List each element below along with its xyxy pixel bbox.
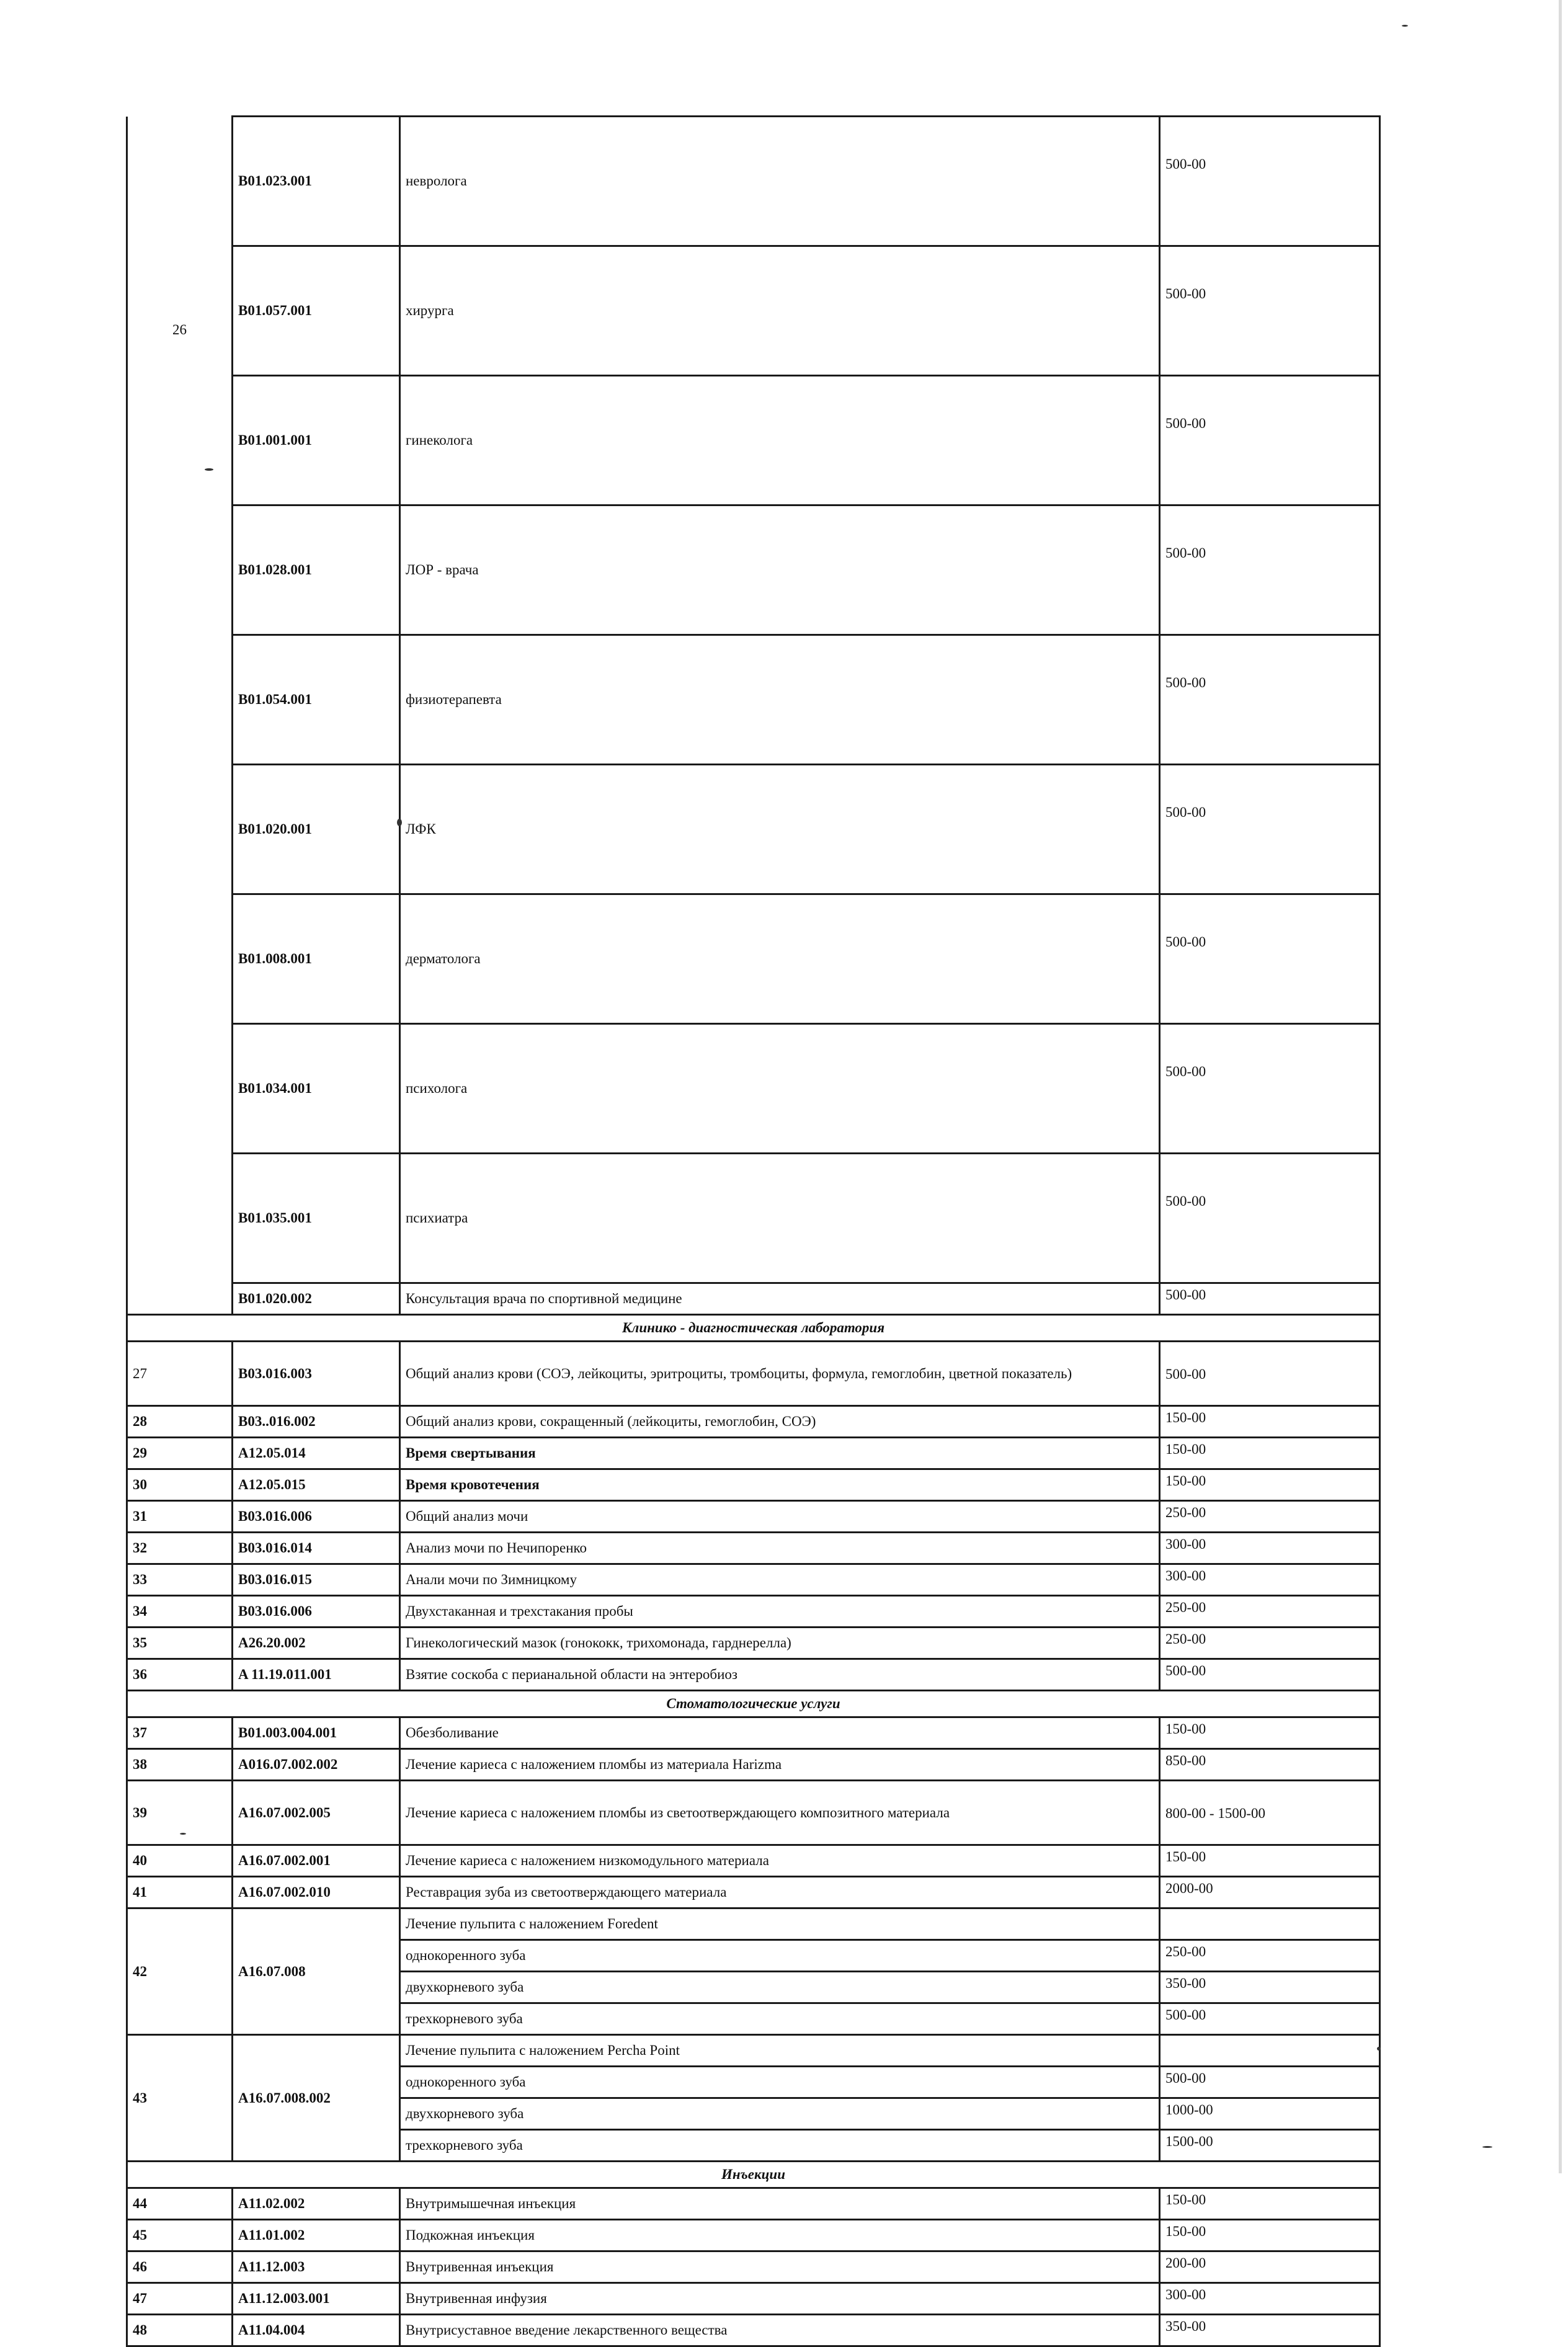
service-price: 2000-00 xyxy=(1160,1877,1380,1908)
service-code: A11.12.003 xyxy=(233,2251,400,2283)
service-subitem: двухкорневого зуба xyxy=(400,2098,1160,2130)
service-code: B01.034.001 xyxy=(233,1024,400,1154)
service-price: 250-00 xyxy=(1160,1628,1380,1659)
service-price: 500-00 xyxy=(1160,1659,1380,1691)
service-name: Лечение пульпита с наложением Foredent xyxy=(400,1908,1160,1940)
scan-speck xyxy=(205,468,213,471)
service-name: Общий анализ крови, сокращенный (лейкоциты, гемоглобин, СОЭ) xyxy=(400,1406,1160,1438)
row-number: 47 xyxy=(127,2283,233,2315)
row-number-26: 26 xyxy=(127,117,233,1315)
service-name: Двухстаканная и трехстакания пробы xyxy=(400,1596,1160,1628)
scan-speck xyxy=(397,819,402,826)
service-price-empty xyxy=(1160,2035,1380,2067)
service-subitem: двухкорневого зуба xyxy=(400,1972,1160,2003)
price-list-table xyxy=(126,115,1381,2347)
service-name: Консультация врача по спортивной медицине xyxy=(400,1283,1160,1315)
table-row xyxy=(127,1154,1380,1283)
service-price: 150-00 xyxy=(1160,2188,1380,2220)
service-code: B01.023.001 xyxy=(233,117,400,246)
service-price: 500-00 xyxy=(1160,2067,1380,2098)
row-number: 34 xyxy=(127,1596,233,1628)
table-row xyxy=(127,1628,1380,1659)
service-code: B03.016.006 xyxy=(233,1596,400,1628)
service-price: 200-00 xyxy=(1160,2251,1380,2283)
row-number: 30 xyxy=(127,1469,233,1501)
service-name: Общий анализ мочи xyxy=(400,1501,1160,1533)
service-price: 150-00 xyxy=(1160,1406,1380,1438)
price-list-body xyxy=(127,117,1380,2346)
row-number: 41 xyxy=(127,1877,233,1908)
table-row xyxy=(127,1469,1380,1501)
service-code: B03.016.006 xyxy=(233,1501,400,1533)
service-code: A 11.19.011.001 xyxy=(233,1659,400,1691)
service-code: A16.07.008 xyxy=(233,1908,400,2035)
service-price: 150-00 xyxy=(1160,2220,1380,2251)
service-name: Обезболивание xyxy=(400,1717,1160,1749)
table-row xyxy=(127,1342,1380,1406)
row-number: 42 xyxy=(127,1908,233,2035)
service-price: 250-00 xyxy=(1160,1596,1380,1628)
scan-speck xyxy=(180,1833,186,1835)
table-row xyxy=(127,1283,1380,1315)
service-price: 250-00 xyxy=(1160,1501,1380,1533)
service-price: 500-00 xyxy=(1160,1154,1380,1283)
row-number: 43 xyxy=(127,2035,233,2162)
section-title-injections: Инъекции xyxy=(127,2162,1380,2188)
service-name: психиатра xyxy=(400,1154,1160,1283)
service-code: B01.057.001 xyxy=(233,246,400,376)
table-row xyxy=(127,2035,1380,2067)
service-code: A12.05.014 xyxy=(233,1438,400,1469)
service-price: 500-00 xyxy=(1160,635,1380,765)
table-row xyxy=(127,2315,1380,2346)
service-subitem: однокоренного зуба xyxy=(400,1940,1160,1972)
section-row xyxy=(127,1315,1380,1342)
service-name: Анали мочи по Зимницкому xyxy=(400,1564,1160,1596)
table-row xyxy=(127,2188,1380,2220)
service-price: 850-00 xyxy=(1160,1749,1380,1781)
service-name: Время кровотечения xyxy=(400,1469,1160,1501)
service-price: 150-00 xyxy=(1160,1438,1380,1469)
row-number: 44 xyxy=(127,2188,233,2220)
service-price: 250-00 xyxy=(1160,1940,1380,1972)
table-row xyxy=(127,1908,1380,1940)
service-name: дерматолога xyxy=(400,894,1160,1024)
table-row xyxy=(127,635,1380,765)
service-name: Общий анализ крови (СОЭ, лейкоциты, эритроциты, тромбоциты, формула, гемоглобин, цветной показатель) xyxy=(400,1342,1160,1406)
row-number: 35 xyxy=(127,1628,233,1659)
service-name: гинеколога xyxy=(400,376,1160,505)
service-code: A12.05.015 xyxy=(233,1469,400,1501)
service-code: B03.016.003 xyxy=(233,1342,400,1406)
service-price: 1000-00 xyxy=(1160,2098,1380,2130)
service-price-empty xyxy=(1160,1908,1380,1940)
service-code: B01.054.001 xyxy=(233,635,400,765)
service-code: B01.035.001 xyxy=(233,1154,400,1283)
service-name: ЛФК xyxy=(400,765,1160,894)
service-name: Реставрация зуба из светоотверждающего материала xyxy=(400,1877,1160,1908)
service-price: 150-00 xyxy=(1160,1469,1380,1501)
service-code: A11.02.002 xyxy=(233,2188,400,2220)
service-subitem: трехкорневого зуба xyxy=(400,2003,1160,2035)
table-row xyxy=(127,1406,1380,1438)
row-number: 38 xyxy=(127,1749,233,1781)
service-price: 300-00 xyxy=(1160,2283,1380,2315)
service-name: Подкожная инъекция xyxy=(400,2220,1160,2251)
table-row xyxy=(127,1533,1380,1564)
service-code: A16.07.002.001 xyxy=(233,1845,400,1877)
table-row xyxy=(127,1438,1380,1469)
row-number: 28 xyxy=(127,1406,233,1438)
service-price: 500-00 xyxy=(1160,505,1380,635)
section-title-dental: Стоматологические услуги xyxy=(127,1691,1380,1717)
service-price: 500-00 xyxy=(1160,1283,1380,1315)
service-name: хирурга xyxy=(400,246,1160,376)
service-code: A016.07.002.002 xyxy=(233,1749,400,1781)
row-number: 33 xyxy=(127,1564,233,1596)
service-name: невролога xyxy=(400,117,1160,246)
row-number: 31 xyxy=(127,1501,233,1533)
section-title-lab: Клинико - диагностическая лаборатория xyxy=(127,1315,1380,1342)
service-code: B01.020.002 xyxy=(233,1283,400,1315)
service-price: 1500-00 xyxy=(1160,2130,1380,2162)
service-price: 500-00 xyxy=(1160,1024,1380,1154)
service-name: Внутрисуставное введение лекарственного вещества xyxy=(400,2315,1160,2346)
service-price: 500-00 xyxy=(1160,117,1380,246)
row-number: 46 xyxy=(127,2251,233,2283)
scan-speck xyxy=(1402,25,1408,27)
service-code: A16.07.002.005 xyxy=(233,1781,400,1845)
service-price: 150-00 xyxy=(1160,1717,1380,1749)
service-price: 500-00 xyxy=(1160,1342,1380,1406)
scan-speck xyxy=(1482,2146,1492,2148)
table-row xyxy=(127,2283,1380,2315)
row-number: 27 xyxy=(127,1342,233,1406)
table-row xyxy=(127,1781,1380,1845)
service-price: 800-00 - 1500-00 xyxy=(1160,1781,1380,1845)
service-code: A16.07.008.002 xyxy=(233,2035,400,2162)
service-name: Лечение кариеса с наложением пломбы из светоотверждающего композитного материала xyxy=(400,1781,1160,1845)
row-number: 40 xyxy=(127,1845,233,1877)
row-number: 32 xyxy=(127,1533,233,1564)
service-name: физиотерапевта xyxy=(400,635,1160,765)
service-code: A11.04.004 xyxy=(233,2315,400,2346)
service-price: 150-00 xyxy=(1160,1845,1380,1877)
service-price: 500-00 xyxy=(1160,765,1380,894)
service-code: A11.01.002 xyxy=(233,2220,400,2251)
row-number: 48 xyxy=(127,2315,233,2346)
service-name: Внутривенная инъекция xyxy=(400,2251,1160,2283)
service-name: Внутривенная инфузия xyxy=(400,2283,1160,2315)
service-name: Лечение пульпита с наложением Percha Point xyxy=(400,2035,1160,2067)
service-code: B03.016.015 xyxy=(233,1564,400,1596)
service-price: 350-00 xyxy=(1160,1972,1380,2003)
service-price: 350-00 xyxy=(1160,2315,1380,2346)
table-row xyxy=(127,1845,1380,1877)
service-code: B01.001.001 xyxy=(233,376,400,505)
row-number: 29 xyxy=(127,1438,233,1469)
table-row xyxy=(127,1749,1380,1781)
row-number: 45 xyxy=(127,2220,233,2251)
service-name: ЛОР - врача xyxy=(400,505,1160,635)
service-price: 300-00 xyxy=(1160,1564,1380,1596)
service-price: 300-00 xyxy=(1160,1533,1380,1564)
row-number: 36 xyxy=(127,1659,233,1691)
service-name: Лечение кариеса с наложением пломбы из материала Harizma xyxy=(400,1749,1160,1781)
service-name: Внутримышечная инъекция xyxy=(400,2188,1160,2220)
service-name: Анализ мочи по Нечипоренко xyxy=(400,1533,1160,1564)
service-subitem: однокоренного зуба xyxy=(400,2067,1160,2098)
service-code: B03..016.002 xyxy=(233,1406,400,1438)
section-row xyxy=(127,2162,1380,2188)
service-price: 500-00 xyxy=(1160,2003,1380,2035)
section-row xyxy=(127,1691,1380,1717)
service-name: Время свертывания xyxy=(400,1438,1160,1469)
table-row xyxy=(127,1659,1380,1691)
service-code: A11.12.003.001 xyxy=(233,2283,400,2315)
table-row xyxy=(127,246,1380,376)
scan-speck xyxy=(1377,2047,1381,2051)
table-row xyxy=(127,1596,1380,1628)
service-name: Гинекологический мазок (гонококк, трихомонада, гарднерелла) xyxy=(400,1628,1160,1659)
service-subitem: трехкорневого зуба xyxy=(400,2130,1160,2162)
service-name: Лечение кариеса с наложением низкомодульного материала xyxy=(400,1845,1160,1877)
service-name: Взятие соскоба с перианальной области на энтеробиоз xyxy=(400,1659,1160,1691)
page-edge xyxy=(1559,0,1562,2173)
service-code: B01.020.001 xyxy=(233,765,400,894)
service-price: 500-00 xyxy=(1160,376,1380,505)
table-row xyxy=(127,1564,1380,1596)
table-row xyxy=(127,1024,1380,1154)
service-price: 500-00 xyxy=(1160,894,1380,1024)
table-row xyxy=(127,117,1380,246)
table-row xyxy=(127,1877,1380,1908)
table-row xyxy=(127,765,1380,894)
table-row xyxy=(127,376,1380,505)
service-code: B01.008.001 xyxy=(233,894,400,1024)
service-code: A26.20.002 xyxy=(233,1628,400,1659)
table-row xyxy=(127,894,1380,1024)
table-row xyxy=(127,505,1380,635)
table-row xyxy=(127,2220,1380,2251)
table-row xyxy=(127,2251,1380,2283)
table-row xyxy=(127,1717,1380,1749)
service-name: психолога xyxy=(400,1024,1160,1154)
service-price: 500-00 xyxy=(1160,246,1380,376)
service-code: B01.003.004.001 xyxy=(233,1717,400,1749)
service-code: A16.07.002.010 xyxy=(233,1877,400,1908)
service-code: B03.016.014 xyxy=(233,1533,400,1564)
service-code: B01.028.001 xyxy=(233,505,400,635)
table-row xyxy=(127,1501,1380,1533)
row-number: 37 xyxy=(127,1717,233,1749)
row-number: 39 xyxy=(127,1781,233,1845)
